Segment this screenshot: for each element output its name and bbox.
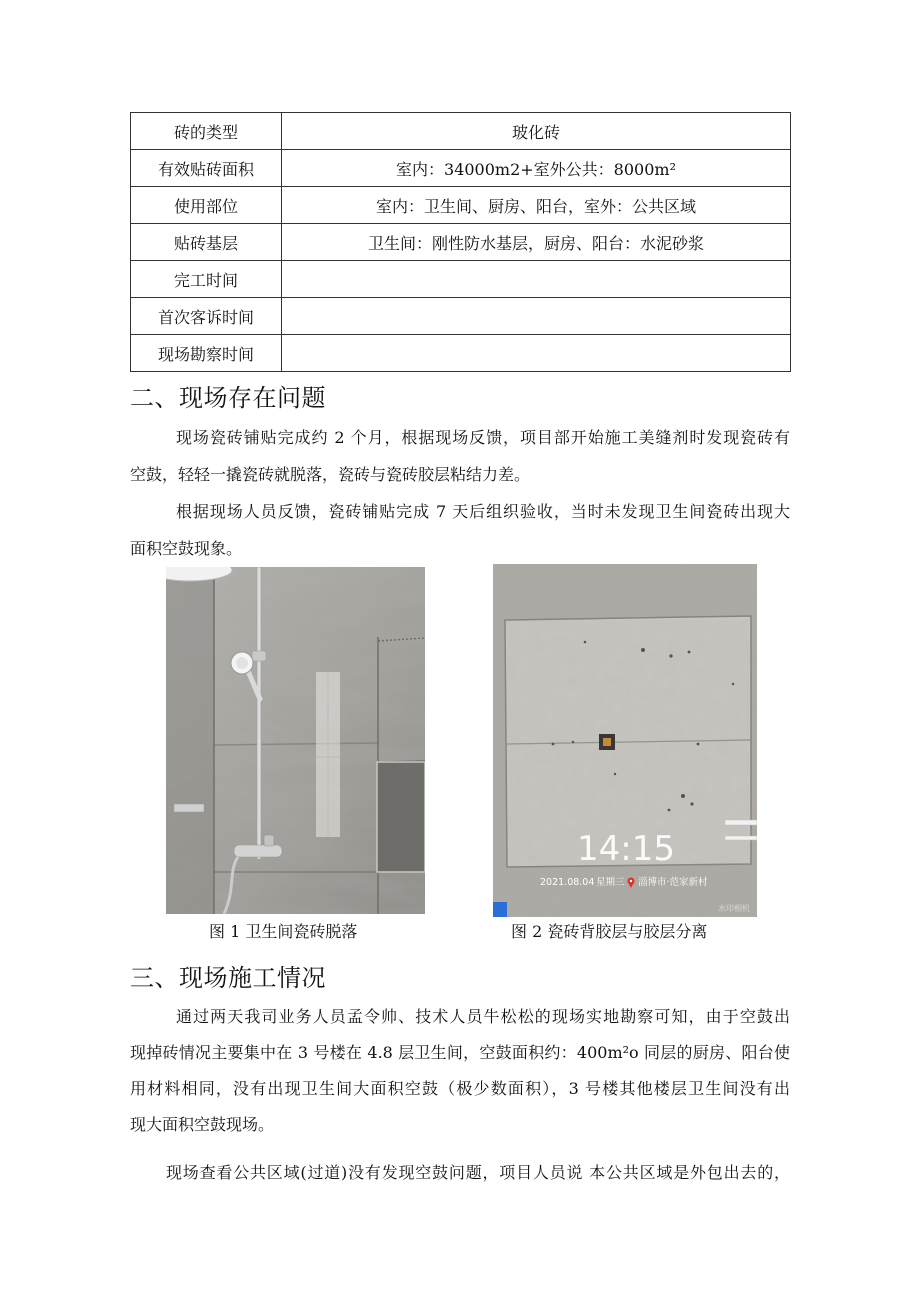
table-row xyxy=(131,298,791,335)
section-heading: 三、现场施工情况 xyxy=(130,964,326,992)
table-row xyxy=(131,261,791,298)
corner-shelf xyxy=(174,804,204,812)
photo-date-line xyxy=(540,876,708,888)
detached-tile xyxy=(377,762,425,872)
row-value: 室内：34000m2+室外公共：8000m² xyxy=(282,150,791,187)
row-label: 有效贴砖面积 xyxy=(131,150,282,187)
shower-pole xyxy=(257,567,261,859)
photo-time: 14:15 xyxy=(577,829,675,869)
table-row xyxy=(131,224,791,261)
row-label: 砖的类型 xyxy=(131,113,282,150)
row-label: 贴砖基层 xyxy=(131,224,282,261)
paragraph-line: 根据现场人员反馈，瓷砖铺贴完成 7 天后组织验收，当时未发现卫生间瓷砖出现大 xyxy=(176,502,790,521)
paragraph-line: 用材料相同，没有出现卫生间大面积空鼓（极少数面积），3 号楼其他楼层卫生间没有出 xyxy=(130,1079,790,1098)
row-value: 卫生间：刚性防水基层，厨房、阳台：水泥砂浆 xyxy=(282,224,791,261)
tile-back-photo xyxy=(493,564,757,917)
paragraph-line: 现场查看公共区域(过道)没有发现空鼓问题，项目人员说 本公共区域是外包出去的， xyxy=(166,1163,790,1182)
paragraph-line: 现场瓷砖铺贴完成约 2 个月，根据现场反馈，项目部开始施工美缝剂时发现瓷砖有 xyxy=(176,428,790,447)
tile-info-table xyxy=(130,112,791,372)
photo-weekday: 星期三 xyxy=(596,877,625,888)
towel-bar xyxy=(725,820,757,825)
table-row xyxy=(131,150,791,187)
row-value xyxy=(282,335,791,372)
bathroom-tile-photo xyxy=(166,567,425,914)
paragraph-line: 通过两天我司业务人员孟令帅、技术人员牛松松的现场实地勘察可知，由于空鼓出 xyxy=(176,1007,790,1026)
paragraph-line: 现大面积空鼓现场。 xyxy=(130,1115,275,1134)
row-label: 使用部位 xyxy=(131,187,282,224)
row-value: 室内：卫生间、厨房、阳台，室外：公共区域 xyxy=(282,187,791,224)
shower-mixer xyxy=(234,845,282,857)
row-label: 完工时间 xyxy=(131,261,282,298)
row-value xyxy=(282,298,791,335)
blue-object xyxy=(493,902,507,917)
side-wall xyxy=(166,567,214,914)
section-body xyxy=(130,1155,790,1191)
table-row xyxy=(131,335,791,372)
paragraph-line: 面积空鼓现象。 xyxy=(130,539,243,558)
row-value xyxy=(282,261,791,298)
section-body xyxy=(130,419,790,567)
photo-date: 2021.08.04 xyxy=(540,877,595,888)
paragraph-line: 空鼓，轻轻一撬瓷砖就脱落，瓷砖与瓷砖胶层粘结力差。 xyxy=(130,465,531,484)
photo-location: 淄博市·范家新村 xyxy=(638,877,708,888)
table-row xyxy=(131,187,791,224)
paragraph-line: 现掉砖情况主要集中在 3 号楼在 4.8 层卫生间，空鼓面积约：400m²o 同层的厨房、阳台使 xyxy=(130,1043,790,1062)
figure-caption: 图 2 瓷砖背胶层与胶层分离 xyxy=(511,922,708,941)
row-value: 玻化砖 xyxy=(282,113,791,150)
section-body xyxy=(130,999,790,1143)
camera-watermark: 水印相机 xyxy=(718,904,750,913)
table-row xyxy=(131,113,791,150)
row-label: 现场勘察时间 xyxy=(131,335,282,372)
figure-caption: 图 1 卫生间瓷砖脱落 xyxy=(209,922,358,941)
section-heading: 二、现场存在问题 xyxy=(130,384,326,412)
row-label: 首次客诉时间 xyxy=(131,298,282,335)
